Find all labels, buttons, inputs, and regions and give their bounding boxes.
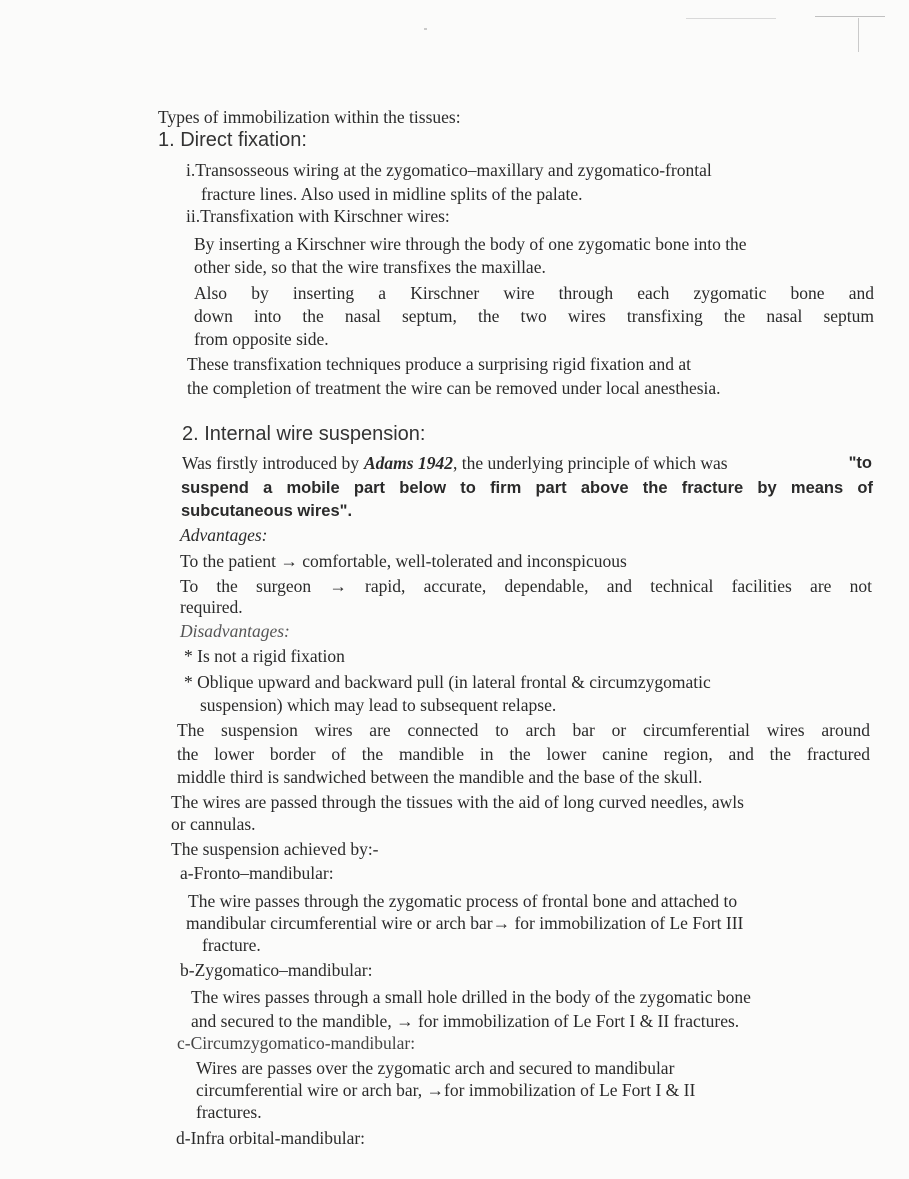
s1-para-3-line-2: the completion of treatment the wire can be removed under local anesthesia. xyxy=(187,378,721,398)
advantage-patient: To the patient → comfortable, well-tolerated and inconspicuous xyxy=(180,551,627,571)
scan-artifact xyxy=(686,18,776,19)
s1-para-3-line-1: These transfixation techniques produce a surprising rigid fixation and at xyxy=(187,354,691,374)
s1-para-2-line-2: down into the nasal septum, the two wires transfixing the nasal septum xyxy=(194,306,874,326)
advantage-surgeon-line-1: To the surgeon → rapid, accurate, dependable, and technical facilities are not xyxy=(180,576,872,596)
s2-intro-pre: Was firstly introduced by xyxy=(182,453,359,473)
item-ii-line: ii.Transfixation with Kirschner wires: xyxy=(186,206,450,226)
s2-intro-line-1 xyxy=(182,452,872,474)
connection-line-1: The suspension wires are connected to arch bar or circumferential wires around xyxy=(177,720,870,740)
method-a-label: a-Fronto–mandibular: xyxy=(180,863,334,883)
method-a-line-1: The wire passes through the zygomatic process of frontal bone and attached to xyxy=(188,891,738,911)
passing-line-1: The wires are passed through the tissues with the aid of long curved needles, awls xyxy=(171,792,744,812)
method-a-line-2: mandibular circumferential wire or arch bar→ for immobilization of Le Fort III xyxy=(186,913,744,933)
method-b-label: b-Zygomatico–mandibular: xyxy=(180,960,373,980)
method-c-line-2: circumferential wire or arch bar, →for immobilization of Le Fort I & II xyxy=(196,1080,696,1100)
scan-artifact xyxy=(424,28,427,30)
section-1-heading: 1. Direct fixation: xyxy=(158,129,307,151)
method-a-line-3: fracture. xyxy=(202,935,261,955)
method-b-line-2: and secured to the mandible, → for immobilization of Le Fort I & II fractures. xyxy=(191,1011,740,1031)
method-c-line-3: fractures. xyxy=(196,1102,262,1122)
item-i-line-2: fracture lines. Also used in midline splits of the palate. xyxy=(201,184,583,204)
method-c-label: c-Circumzygomatico-mandibular: xyxy=(177,1033,416,1053)
connection-line-3: middle third is sandwiched between the mandible and the base of the skull. xyxy=(177,767,703,787)
s2-intro-mid: , the underlying principle of which was xyxy=(452,453,728,473)
scan-artifact xyxy=(858,18,859,52)
s1-para-1-line-1: By inserting a Kirschner wire through the body of one zygomatic bone into the xyxy=(194,234,747,254)
scan-artifact xyxy=(815,16,885,17)
item-i-line-1: i.Transosseous wiring at the zygomatico–maxillary and zygomatico-frontal xyxy=(186,160,712,180)
s1-para-1-line-2: other side, so that the wire transfixes the maxillae. xyxy=(194,257,546,277)
disadvantage-2-line-2: suspension) which may lead to subsequent relapse. xyxy=(200,695,557,715)
s1-para-2-line-3: from opposite side. xyxy=(194,329,329,349)
disadvantage-2-line-1: * Oblique upward and backward pull (in lateral frontal & circumzygomatic xyxy=(184,672,711,692)
passing-line-2: or cannulas. xyxy=(171,814,256,834)
s2-intro-author: Adams 1942 xyxy=(363,453,453,473)
advantages-label: Advantages: xyxy=(180,525,268,545)
method-d-label: d-Infra orbital-mandibular: xyxy=(176,1128,366,1148)
method-c-line-1: Wires are passes over the zygomatic arch and secured to mandibular xyxy=(196,1058,675,1078)
intro-line: Types of immobilization within the tissues: xyxy=(158,107,461,127)
achieved-by-line: The suspension achieved by:- xyxy=(171,839,379,859)
s1-para-2-line-1: Also by inserting a Kirschner wire through each zygomatic bone and xyxy=(194,283,874,303)
s2-intro-quote-1: "to xyxy=(848,454,872,472)
s2-intro-quote-line-3: subcutaneous wires". xyxy=(181,502,353,520)
connection-line-2: the lower border of the mandible in the lower canine region, and the fractured xyxy=(177,744,870,764)
disadvantage-1: * Is not a rigid fixation xyxy=(184,646,345,666)
advantage-surgeon-line-2: required. xyxy=(180,597,243,617)
section-2-heading: 2. Internal wire suspension: xyxy=(182,423,426,445)
s2-intro-quote-line-2: suspend a mobile part below to firm part above the fracture by means of xyxy=(181,479,873,497)
disadvantages-label: Disadvantages: xyxy=(180,621,290,641)
method-b-line-1: The wires passes through a small hole drilled in the body of the zygomatic bone xyxy=(191,987,751,1007)
